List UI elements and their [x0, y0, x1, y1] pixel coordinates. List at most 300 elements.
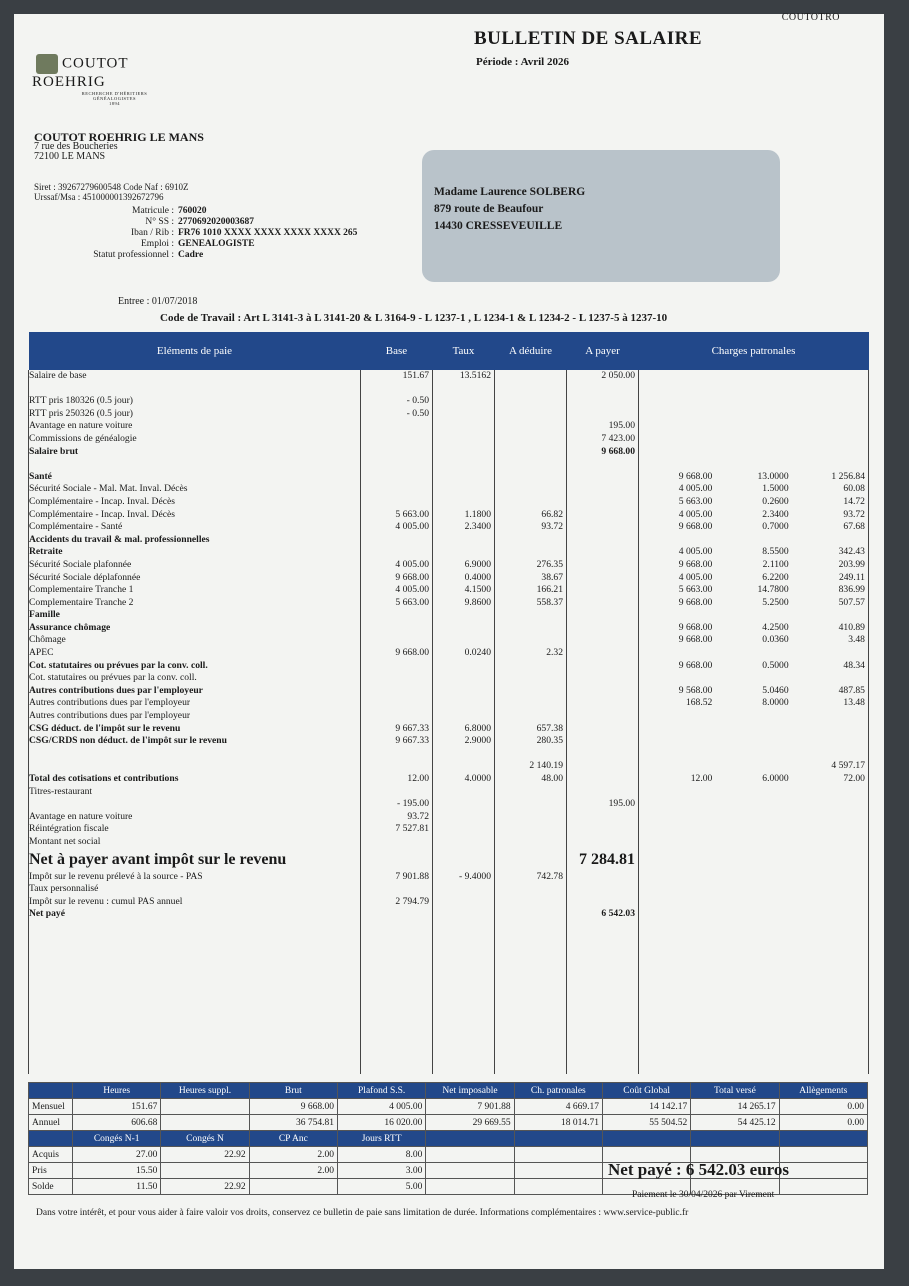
- pay-line-ded: [495, 672, 566, 685]
- pay-line-base: [361, 849, 432, 871]
- pay-line-taux: [433, 458, 494, 471]
- pay-line-pay: [567, 408, 638, 421]
- recipient-city: 14430 CRESSEVEUILLE: [434, 220, 563, 232]
- employee-value: Cadre: [178, 250, 204, 260]
- pay-line-cm: [792, 798, 868, 811]
- pay-line-pay: [567, 836, 638, 849]
- pay-line-base: 4 005.00: [395, 558, 429, 570]
- conges-cell: 8.00: [337, 1147, 425, 1163]
- pay-line-cm: 67.68: [843, 521, 865, 533]
- conges-cell: [161, 1163, 249, 1179]
- pay-line-cb: [639, 871, 715, 884]
- summary-row-label: Annuel: [29, 1115, 73, 1131]
- pay-line-cm: [792, 786, 868, 799]
- pay-line-ct: [715, 849, 791, 871]
- pay-line-ct: [715, 383, 791, 396]
- pay-line-ded: 558.37: [536, 596, 563, 608]
- charges-taux-column: [715, 370, 791, 921]
- pay-line-ded: [495, 609, 566, 622]
- pay-line-ct: 13.0000: [757, 470, 789, 482]
- pay-line-label: [29, 458, 360, 471]
- summary-row: [29, 1115, 868, 1131]
- pay-line-ct: [715, 408, 791, 421]
- pay-line-cm: [792, 823, 868, 836]
- logo-sub1: RECHERCHE D'HÉRITIERS: [81, 91, 148, 96]
- pay-line-taux: [433, 672, 494, 685]
- pay-line-ded: 66.82: [541, 508, 563, 520]
- recipient-street: 879 route de Beaufour: [434, 203, 544, 215]
- pay-line-ct: [715, 458, 791, 471]
- col-payer: A payer: [567, 332, 639, 370]
- summary-row: [29, 1099, 868, 1115]
- pay-line-ct: 4.2500: [762, 621, 789, 633]
- summary-cell: 4 669.17: [514, 1099, 602, 1115]
- employee-label: Statut professionnel :: [93, 250, 174, 260]
- pay-line-label: Titres-restaurant: [29, 785, 93, 797]
- pay-line-cm: 836.99: [838, 584, 865, 596]
- pay-line-ct: [715, 896, 791, 909]
- employee-row: [34, 239, 394, 250]
- pay-line-taux: [433, 395, 494, 408]
- pay-line-taux: 6.9000: [464, 558, 491, 570]
- pay-line-taux: [433, 446, 494, 459]
- company-name: COUTOT ROEHRIG LE MANS: [34, 130, 204, 144]
- pay-line-ded: [495, 849, 566, 871]
- pay-line-cm: [792, 458, 868, 471]
- employee-row: [34, 228, 394, 239]
- pay-line-taux: [433, 849, 494, 871]
- pay-line-ct: [715, 883, 791, 896]
- pay-line-label: Complémentaire - Incap. Inval. Décès: [29, 495, 175, 507]
- pay-line-ded: [495, 471, 566, 484]
- pay-line-cm: [792, 896, 868, 909]
- pay-line-cb: [639, 446, 715, 459]
- pay-line-cb: [639, 735, 715, 748]
- pay-line-ded: 657.38: [536, 722, 563, 734]
- pay-line-cm: [792, 672, 868, 685]
- pay-line-pay: [567, 883, 638, 896]
- pay-line-cb: [639, 383, 715, 396]
- pay-line-taux: [433, 622, 494, 635]
- pay-line-ct: [715, 871, 791, 884]
- pay-line-ct: 0.0360: [762, 634, 789, 646]
- pay-line-base: 5 663.00: [395, 596, 429, 608]
- pay-line-cb: 168.52: [685, 697, 713, 709]
- employee-label: Matricule :: [132, 206, 174, 216]
- pay-line-ded: [495, 446, 566, 459]
- pay-line-taux: 0.4000: [464, 571, 491, 583]
- pay-line-ct: [715, 823, 791, 836]
- pay-line-label: Accidents du travail & mal. professionnelles: [29, 533, 210, 545]
- pay-line-base: - 195.00: [397, 798, 429, 810]
- employee-row: [34, 206, 394, 217]
- pay-line-taux: [433, 836, 494, 849]
- pay-line-base: [361, 786, 432, 799]
- pay-line-ded: [495, 908, 566, 921]
- pay-line-pay: [567, 471, 638, 484]
- conges-empty: [514, 1147, 602, 1163]
- pay-line-label: RTT pris 250326 (0.5 jour): [29, 407, 133, 419]
- conges-header-row: [29, 1131, 868, 1147]
- pay-line-taux: [433, 496, 494, 509]
- pay-line-cb: [639, 370, 715, 383]
- summary-cell: [161, 1115, 249, 1131]
- logo-crest-icon: [36, 54, 58, 74]
- labels-column: [29, 370, 360, 921]
- pay-line-taux: 2.3400: [464, 521, 491, 533]
- employee-label: Emploi :: [141, 239, 174, 249]
- pay-line-ded: [495, 748, 566, 761]
- pay-line-taux: [433, 748, 494, 761]
- logo-sub3: 1894: [109, 101, 120, 106]
- pay-line-cb: [639, 458, 715, 471]
- pay-line-pay: [567, 597, 638, 610]
- pay-line-cb: [639, 811, 715, 824]
- pay-line-cb: 12.00: [690, 773, 713, 784]
- pay-line-base: [361, 471, 432, 484]
- document-title: BULLETIN DE SALAIRE: [474, 28, 703, 49]
- col-base: Base: [361, 332, 433, 370]
- pay-line-cm: 1 256.84: [831, 470, 865, 482]
- pay-line-ct: 5.0460: [762, 684, 789, 696]
- pay-line-cm: 72.00: [843, 773, 865, 784]
- pay-line-ct: [715, 672, 791, 685]
- recipient-window: [422, 150, 780, 282]
- pay-line-base: [361, 458, 432, 471]
- pay-line-taux: [433, 697, 494, 710]
- summary-cell: 54 425.12: [691, 1115, 779, 1131]
- pay-line-cm: 60.08: [843, 483, 865, 495]
- pay-line-label: Famille: [29, 609, 60, 621]
- conges-cell: [249, 1179, 337, 1195]
- conges-empty: [779, 1163, 867, 1179]
- pay-line-cm: 249.11: [838, 571, 865, 583]
- pay-line-ct: 14.7800: [757, 584, 789, 596]
- pay-line-ct: [715, 786, 791, 799]
- company-city: 72100 LE MANS: [34, 151, 106, 162]
- pay-line-base: [361, 420, 432, 433]
- conges-cell: 3.00: [337, 1163, 425, 1179]
- pay-line-ded: [495, 883, 566, 896]
- pay-line-cm: [792, 647, 868, 660]
- pay-line-ded: [495, 685, 566, 698]
- pay-line-cb: [639, 420, 715, 433]
- conges-row-label: Acquis: [29, 1147, 73, 1163]
- pay-line-base: [361, 634, 432, 647]
- pay-line-pay: [567, 710, 638, 723]
- pay-line-cm: [792, 871, 868, 884]
- pay-line-pay: 7 423.00: [601, 432, 635, 444]
- pay-line-taux: [433, 685, 494, 698]
- company-street: 7 rue des Boucheries: [34, 141, 118, 152]
- siret: Siret : 39267279600548 Code Naf : 6910Z: [34, 182, 189, 192]
- pay-line-cm: 4 597.17: [831, 760, 865, 772]
- pay-line-ct: 2.3400: [762, 508, 789, 520]
- summary-header: Ch. patronales: [514, 1083, 602, 1099]
- col-taux: Taux: [433, 332, 495, 370]
- pay-line-pay: [567, 811, 638, 824]
- pay-line-taux: 9.8600: [464, 596, 491, 608]
- top-tag: COUTOTRO: [781, 12, 840, 23]
- pay-line-ct: [715, 420, 791, 433]
- pay-line-ded: [495, 534, 566, 547]
- pay-line-ct: [715, 370, 791, 383]
- pay-line-ct: 1.5000: [762, 483, 789, 495]
- pay-line-cm: [792, 408, 868, 421]
- pay-line-taux: [433, 408, 494, 421]
- pay-line-ded: [495, 896, 566, 909]
- pay-line-ded: [495, 798, 566, 811]
- conges-cell: 22.92: [161, 1147, 249, 1163]
- pay-line-label: Commissions de généalogie: [29, 432, 137, 444]
- pay-line-ct: [715, 908, 791, 921]
- employee-value: 2770692020003687: [178, 217, 254, 227]
- pay-line-ct: [715, 446, 791, 459]
- pay-line-cb: 9 568.00: [678, 684, 713, 696]
- pay-line-ded: [495, 408, 566, 421]
- pay-line-cm: [792, 748, 868, 761]
- pay-line-cm: 342.43: [838, 546, 865, 558]
- pay-line-cm: 507.57: [838, 596, 865, 608]
- pay-line-cb: [639, 408, 715, 421]
- pay-line-base: 151.67: [402, 370, 429, 381]
- logo-sub2: GÉNÉALOGISTES: [93, 96, 136, 101]
- pay-line-cb: 4 005.00: [678, 508, 713, 520]
- pay-line-label: Autres contributions dues par l'employeur: [29, 710, 191, 722]
- conges-cell: 15.50: [73, 1163, 161, 1179]
- pay-line-base: [361, 672, 432, 685]
- col-deduire: A déduire: [495, 332, 567, 370]
- pay-line-label: Taux personnalisé: [29, 883, 99, 895]
- pay-line-cb: 9 668.00: [678, 659, 713, 671]
- pay-line-pay: [567, 786, 638, 799]
- entry-date: Entree : 01/07/2018: [118, 296, 198, 307]
- pay-line-cm: 13.48: [843, 697, 865, 709]
- pay-line-ct: [715, 798, 791, 811]
- summary-header: [691, 1131, 779, 1147]
- pay-line-ded: [495, 546, 566, 559]
- summary-corner: [29, 1083, 73, 1099]
- pay-line-cb: 4 005.00: [678, 546, 713, 558]
- pay-elements-table: [28, 332, 869, 1074]
- summary-cell: 4 005.00: [337, 1099, 425, 1115]
- pay-line-cb: [639, 786, 715, 799]
- pay-line-pay: [567, 546, 638, 559]
- pay-line-taux: [433, 660, 494, 673]
- pay-line-base: 4 005.00: [395, 584, 429, 596]
- pay-line-pay: 6 542.03: [601, 908, 635, 920]
- pay-line-cm: [792, 370, 868, 383]
- pay-line-taux: [433, 710, 494, 723]
- summary-header: [514, 1131, 602, 1147]
- pay-line-base: 9 667.33: [395, 735, 429, 747]
- conges-empty: [779, 1179, 867, 1195]
- pay-line-ded: [495, 433, 566, 446]
- pay-line-cm: [792, 710, 868, 723]
- pay-line-cb: [639, 395, 715, 408]
- pay-line-cb: 9 668.00: [678, 621, 713, 633]
- pay-line-taux: [433, 534, 494, 547]
- payment-info: Paiement le 30/04/2026 par Virement: [632, 1190, 775, 1200]
- pay-line-ded: 276.35: [536, 558, 563, 570]
- pay-line-label: [29, 798, 360, 811]
- summary-header: Heures suppl.: [161, 1083, 249, 1099]
- summary-cell: 9 668.00: [249, 1099, 337, 1115]
- summary-cell: 14 142.17: [602, 1099, 690, 1115]
- summary-header: [426, 1131, 514, 1147]
- pay-line-label: CSG/CRDS non déduct. de l'impôt sur le revenu: [29, 735, 227, 747]
- pay-line-base: [361, 908, 432, 921]
- pay-line-cb: [639, 748, 715, 761]
- conges-cell: 22.92: [161, 1179, 249, 1195]
- base-column: [361, 370, 432, 921]
- pay-line-label: RTT pris 180326 (0.5 jour): [29, 395, 133, 407]
- pay-line-ct: 0.7000: [762, 521, 789, 533]
- summary-header: Congés N: [161, 1131, 249, 1147]
- pay-period: Période : Avril 2026: [476, 56, 569, 68]
- pay-line-taux: [433, 811, 494, 824]
- pay-line-cb: [639, 836, 715, 849]
- payer-column: [567, 370, 638, 921]
- pay-line-label: Total des cotisations et contributions: [29, 773, 179, 784]
- pay-line-label: Autres contributions dues par l'employeur: [29, 697, 191, 709]
- pay-line-ct: 5.2500: [762, 596, 789, 608]
- summary-header: Congés N-1: [73, 1131, 161, 1147]
- pay-line-pay: [567, 672, 638, 685]
- charges-base-column: [639, 370, 715, 921]
- pay-line-cm: [792, 395, 868, 408]
- pay-line-ded: [495, 370, 566, 383]
- pay-line-label: Complementaire Tranche 1: [29, 584, 134, 596]
- pay-line-ct: [715, 710, 791, 723]
- pay-line-base: [361, 622, 432, 635]
- pay-line-label: Sécurité Sociale déplafonnée: [29, 571, 141, 583]
- pay-line-cb: 5 663.00: [678, 495, 713, 507]
- pay-line-cm: 410.89: [838, 621, 865, 633]
- pay-line-base: 2 794.79: [395, 895, 429, 907]
- pay-line-cm: [792, 908, 868, 921]
- conges-empty: [426, 1147, 514, 1163]
- summary-header: Plafond S.S.: [337, 1083, 425, 1099]
- pay-line-label: Net payé: [29, 908, 65, 920]
- code-travail: Code de Travail : Art L 3141-3 à L 3141-20 & L 3164-9 - L 1237-1 , L 1234-1 & L 1234-2 - L 1237-5 à 1237-10: [160, 312, 668, 324]
- recipient-name: Madame Laurence SOLBERG: [434, 186, 586, 198]
- summary-cell: 14 265.17: [691, 1099, 779, 1115]
- pay-line-ct: [715, 748, 791, 761]
- pay-line-cm: 203.99: [838, 558, 865, 570]
- pay-line-pay: [567, 395, 638, 408]
- pay-line-label: Assurance chômage: [29, 621, 111, 633]
- pay-line-taux: 0.0240: [464, 647, 491, 659]
- summary-cell: 0.00: [779, 1099, 867, 1115]
- summary-header: Heures: [73, 1083, 161, 1099]
- pay-line-cb: [639, 723, 715, 736]
- pay-line-pay: [567, 383, 638, 396]
- summary-cell: 18 014.71: [514, 1115, 602, 1131]
- employee-value: 760020: [178, 206, 207, 216]
- pay-line-cb: [639, 534, 715, 547]
- conges-row-label: Solde: [29, 1179, 73, 1195]
- pay-line-taux: [433, 760, 494, 773]
- pay-line-ded: 93.72: [541, 521, 563, 533]
- pay-line-cm: 3.48: [848, 634, 865, 646]
- pay-line-pay: [567, 572, 638, 585]
- summary-cell: 606.68: [73, 1115, 161, 1131]
- pay-line-ded: [495, 420, 566, 433]
- pay-line-label: Complementaire Tranche 2: [29, 596, 134, 608]
- pay-line-taux: 1.1800: [464, 508, 491, 520]
- conges-cell: 11.50: [73, 1179, 161, 1195]
- pay-line-cb: [639, 710, 715, 723]
- pay-line-pay: [567, 509, 638, 522]
- summary-header-row: [29, 1083, 868, 1099]
- pay-line-base: [361, 660, 432, 673]
- pay-line-cm: [792, 534, 868, 547]
- pay-line-base: 93.72: [407, 810, 429, 822]
- pay-line-cm: [792, 383, 868, 396]
- pay-line-ded: 38.67: [541, 571, 563, 583]
- conges-cell: 2.00: [249, 1163, 337, 1179]
- pay-line-pay: [567, 496, 638, 509]
- employee-value: GENEALOGISTE: [178, 239, 255, 249]
- pay-line-cb: 9 668.00: [678, 558, 713, 570]
- pay-line-cb: [639, 672, 715, 685]
- pay-line-cb: 4 005.00: [678, 571, 713, 583]
- pay-line-ded: 2 140.19: [529, 760, 563, 772]
- pay-line-ded: 2.32: [546, 647, 563, 659]
- pay-line-cb: 9 668.00: [678, 521, 713, 533]
- pay-line-base: 7 527.81: [395, 823, 429, 835]
- pay-line-taux: [433, 883, 494, 896]
- pay-line-cm: [792, 446, 868, 459]
- pay-line-pay: [567, 896, 638, 909]
- pay-line-taux: [433, 433, 494, 446]
- pay-line-pay: [567, 647, 638, 660]
- pay-line-taux: [433, 823, 494, 836]
- pay-line-cm: [792, 811, 868, 824]
- conges-cell: 2.00: [249, 1147, 337, 1163]
- conges-empty: [514, 1179, 602, 1195]
- payslip-sheet: [14, 14, 884, 1269]
- summary-cell: 36 754.81: [249, 1115, 337, 1131]
- pay-line-base: [361, 383, 432, 396]
- pay-line-ct: 6.2200: [762, 571, 789, 583]
- pay-line-pay: [567, 534, 638, 547]
- pay-line-ded: [495, 483, 566, 496]
- pay-line-base: 7 901.88: [395, 870, 429, 882]
- pay-line-pay: [567, 584, 638, 597]
- pay-line-cm: [792, 735, 868, 748]
- pay-line-taux: [433, 798, 494, 811]
- pay-line-base: 9 667.33: [395, 722, 429, 734]
- summary-corner: [29, 1131, 73, 1147]
- pay-line-ct: [715, 534, 791, 547]
- pay-line-label: [29, 383, 360, 396]
- pay-line-pay: 195.00: [608, 420, 635, 432]
- pay-line-taux: 6.8000: [464, 722, 491, 734]
- pay-line-cb: [639, 647, 715, 660]
- pay-line-ded: 48.00: [541, 773, 563, 784]
- pay-line-taux: [433, 471, 494, 484]
- pay-line-pay: 9 668.00: [601, 445, 635, 457]
- pay-line-ded: 742.78: [536, 870, 563, 882]
- pay-line-base: [361, 534, 432, 547]
- pay-line-taux: [433, 609, 494, 622]
- pay-line-pay: [567, 609, 638, 622]
- summary-header: Allègements: [779, 1083, 867, 1099]
- pay-line-label: Avantage en nature voiture: [29, 810, 133, 822]
- pay-line-label: [29, 748, 360, 761]
